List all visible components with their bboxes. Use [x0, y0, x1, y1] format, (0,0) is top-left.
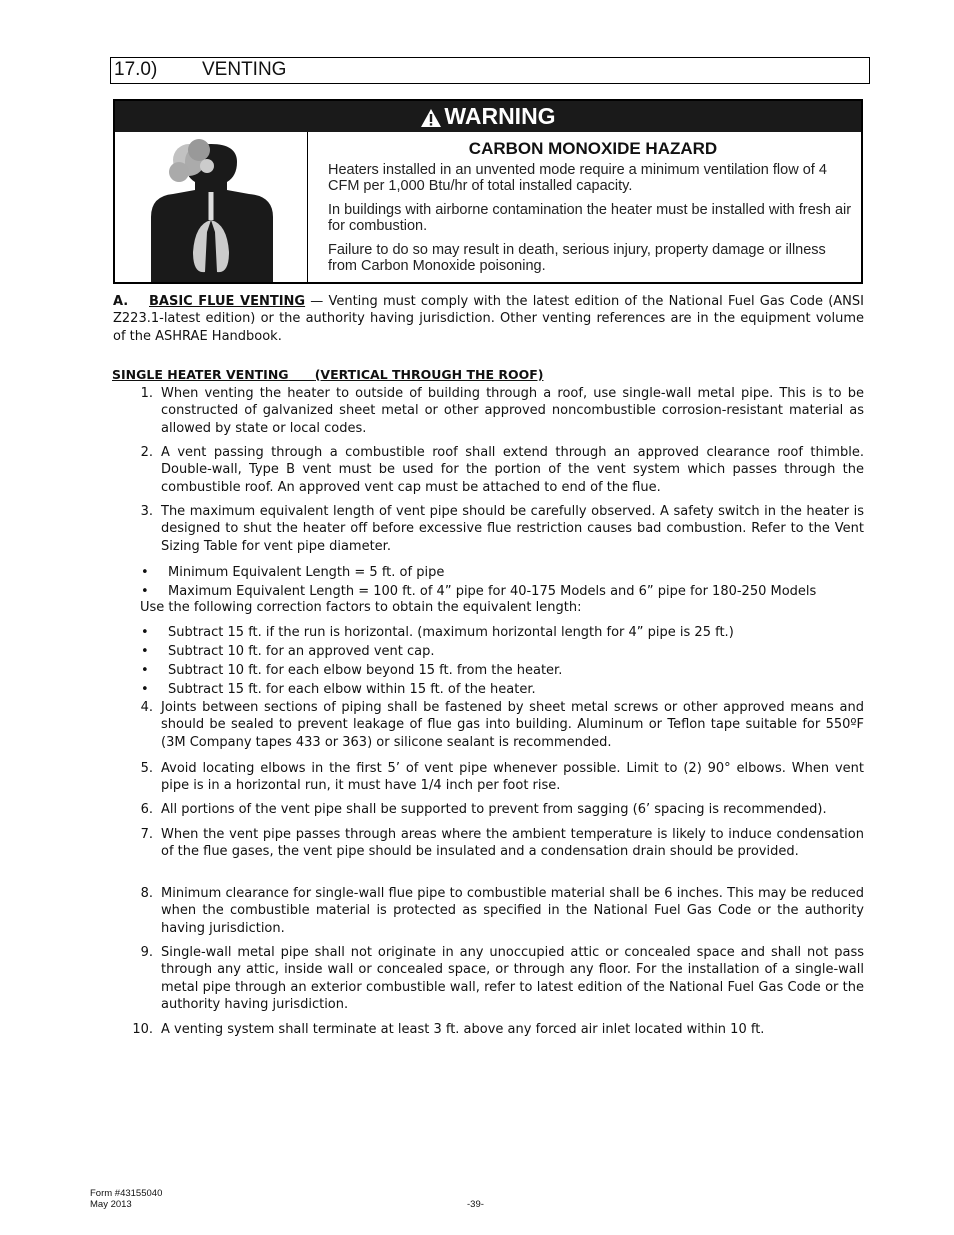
bullet-item: • Subtract 10 ft. for each elbow beyond 15 ft. from the heater. [141, 663, 563, 678]
warning-header-text: WARNING [444, 103, 556, 129]
warning-paragraph: In buildings with airborne contamination the heater must be installed with fresh air for combustion. [328, 202, 852, 234]
bullet-text: Subtract 10 ft. for each elbow beyond 15 ft. from the heater. [168, 663, 563, 678]
section-number: 17.0) [114, 59, 158, 80]
item-number: 9. [140, 945, 153, 960]
section-header [110, 57, 870, 84]
item-number: 8. [140, 886, 153, 901]
list-item [140, 444, 864, 496]
item-number: 3. [140, 504, 153, 519]
warning-header [115, 101, 861, 132]
basic-text: — Venting must comply with the latest edition of the National Fuel Gas Code (ANSI Z223.1-latest edition) or the authority having jurisdiction. Other venting references are in the equipment volume of the ASHRAE Handbook. [113, 294, 864, 344]
item-text: All portions of the vent pipe shall be supported to prevent from sagging (6’ spacing is recommended). [161, 802, 827, 817]
list-item [140, 826, 864, 861]
subheading-b: (VERTICAL THROUGH THE ROOF) [314, 367, 544, 382]
list-item [140, 699, 864, 751]
item-text: A vent passing through a combustible roof shall extend through an approved clearance roof thimble. Double-wall, Type B vent must be used for the portion of the vent system which passes through the combustible roof. An approved vent cap must be attached to end of the flue. [161, 445, 864, 495]
bullet-item: • Maximum Equivalent Length = 100 ft. of 4” pipe for 40-175 Models and 6” pipe for 180-250 Models [141, 584, 817, 599]
subheading [112, 367, 544, 382]
list-item [140, 885, 864, 937]
item-text: Avoid locating elbows in the first 5’ of vent pipe whenever possible. Limit to (2) 90° elbows. When vent pipe is in a horizontal run, it must have 1/4 inch per foot rise. [161, 761, 864, 794]
item-text: The maximum equivalent length of vent pipe should be carefully observed. A safety switch in the heater is designed to shut the heater off before excessive flue restriction causes bad combustion. Refer to the Vent Sizing Table for vent pipe diameter. [161, 504, 864, 554]
list-item [140, 385, 864, 437]
warning-paragraph: Failure to do so may result in death, serious injury, property damage or illness from Carbon Monoxide poisoning. [328, 242, 826, 274]
footer-form [90, 1188, 162, 1210]
footer-date: May 2013 [90, 1199, 132, 1210]
subheading-a: SINGLE HEATER VENTING [112, 367, 289, 382]
warning-box [113, 99, 863, 284]
item-text: When venting the heater to outside of building through a roof, use single-wall metal pipe. This is to be constructed of galvanized sheet metal or other approved noncombustible corrosion-resistant material as allowed by state or local codes. [161, 386, 864, 436]
warning-text [328, 132, 858, 282]
list-item [140, 760, 864, 795]
bullet-text: Subtract 15 ft. for each elbow within 15 ft. of the heater. [168, 682, 536, 697]
item-text: A venting system shall terminate at least 3 ft. above any forced air inlet located within 10 ft. [161, 1022, 765, 1037]
bullet-text: Maximum Equivalent Length = 100 ft. of 4” pipe for 40-175 Models and 6” pipe for 180-250 Models [168, 584, 817, 599]
list-item [140, 503, 864, 555]
item-text: When the vent pipe passes through areas where the ambient temperature is likely to induce condensation of the flue gases, the vent pipe should be insulated and a condensation drain should be provided. [161, 827, 864, 860]
bullet-item: • Subtract 15 ft. for each elbow within 15 ft. of the heater. [141, 682, 536, 697]
warning-title: CARBON MONOXIDE HAZARD [468, 139, 718, 158]
item-number: 5. [140, 761, 153, 776]
page-number: -39- [467, 1199, 484, 1210]
item-number: 6. [140, 802, 153, 817]
bullet-text: Subtract 10 ft. for an approved vent cap. [168, 644, 435, 659]
warning-paragraph: Heaters installed in an unvented mode require a minimum ventilation flow of 4 CFM per 1,000 Btu/hr of total installed capacity. [328, 162, 827, 194]
co-hazard-icon [115, 132, 308, 282]
item-number: 10. [132, 1022, 153, 1037]
basic-label: A. [113, 294, 129, 309]
correction-intro: Use the following correction factors to obtain the equivalent length: [140, 600, 582, 615]
list-item [132, 1021, 864, 1038]
bullet-item: • Subtract 10 ft. for an approved vent cap. [141, 644, 435, 659]
list-item [140, 801, 864, 818]
list-item [140, 944, 864, 1014]
bullet-text: Subtract 15 ft. if the run is horizontal. (maximum horizontal length for 4” pipe is 25 ft.) [168, 625, 734, 640]
item-number: 2. [140, 445, 153, 460]
section-title: VENTING [202, 59, 287, 80]
item-number: 4. [140, 700, 153, 715]
bullet-item: • Minimum Equivalent Length = 5 ft. of pipe [141, 565, 445, 580]
warning-triangle-icon [420, 108, 442, 128]
bullet-text: Minimum Equivalent Length = 5 ft. of pipe [168, 565, 445, 580]
bullet-item: • Subtract 15 ft. if the run is horizontal. (maximum horizontal length for 4” pipe is 25 ft.) [141, 625, 734, 640]
item-text: Joints between sections of piping shall be fastened by sheet metal screws or other approved means and should be sealed to prevent leakage of flue gas into building. Aluminum or Teflon tape suitable for 550ºF (3M Company tapes 433 or 363) or silicone sealant is recommended. [161, 700, 864, 750]
item-text: Single-wall metal pipe shall not originate in any unoccupied attic or concealed space and shall not pass through any attic, inside wall or concealed space, or through any floor. For the installation of a single-wall metal pipe through an exterior combustible wall, refer to latest edition of the National Fuel Gas Code or the authority having jurisdiction. [161, 945, 864, 1013]
basic-heading: BASIC FLUE VENTING [149, 294, 306, 309]
item-number: 1. [140, 386, 153, 401]
item-number: 7. [140, 827, 153, 842]
footer-form-number: Form #43155040 [90, 1188, 163, 1199]
basic-flue-venting [113, 293, 864, 345]
item-text: Minimum clearance for single-wall flue pipe to combustible material shall be 6 inches. This may be reduced when the combustible material is protected as specified in the National Fuel Gas Code or the authority having jurisdiction. [161, 886, 864, 936]
